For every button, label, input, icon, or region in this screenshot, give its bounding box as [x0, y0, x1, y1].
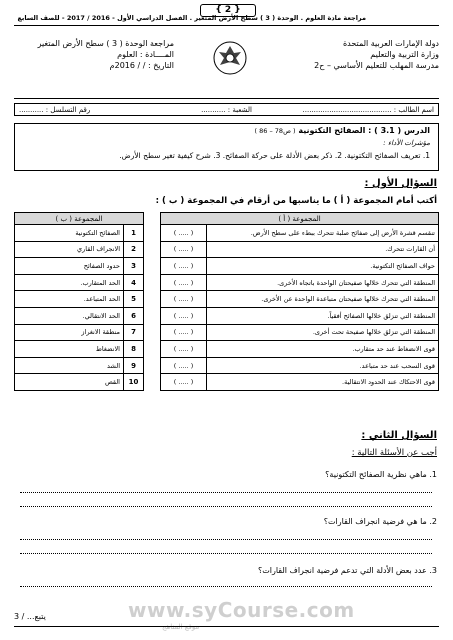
group-a-row	[161, 225, 439, 242]
group-b-number: 9	[124, 357, 144, 374]
group-a-row	[161, 258, 439, 275]
school-name: مدرسة المهلب للتعليم الأساسي – ح2	[314, 61, 439, 70]
group-b-term: الشد	[15, 357, 124, 374]
group-a-row	[161, 291, 439, 308]
group-a-statement: قوى الانضغاط عند حد متقارب.	[207, 341, 439, 358]
group-a-row	[161, 341, 439, 358]
lesson-objectives: 1. تعريف الصفائح التكتونية. 2. ذكر بعض الأدلة على حركة الصفائح. 3. شرح كيفية تغير سطح الأرض.	[119, 151, 430, 160]
group-b-row	[15, 225, 144, 242]
question-two-heading: السؤال الثاني :	[361, 430, 437, 441]
group-b-row	[15, 374, 144, 391]
review-title-line: مراجعة مادة العلوم . الوحدة ( 3 ) سطح الأرض المتغير . الفصل الدراسي الأول - 2016 / 2017 - للصف السابع	[17, 14, 366, 22]
site-watermark: www.syCourse.com	[128, 598, 355, 622]
group-b-term: الحد المتقارب.	[15, 274, 124, 291]
lesson-pages: ( ص78 – 86 )	[254, 127, 296, 135]
answer-blank[interactable]: ( ..... )	[161, 258, 207, 275]
group-b-number: 2	[124, 241, 144, 258]
question-two-instruction: أجب عن الأسئلة التالية :	[351, 448, 437, 458]
answer-blank[interactable]: ( ..... )	[161, 324, 207, 341]
header-right-block	[289, 38, 439, 71]
header-rule	[14, 98, 439, 99]
group-b-term: القص	[15, 374, 124, 391]
group-b-row	[15, 241, 144, 258]
group-b-number: 10	[124, 374, 144, 391]
lesson-title-text: الدرس ( 3.1 ) : الصفائح التكتونية	[298, 126, 430, 135]
group-b-row	[15, 291, 144, 308]
top-rule	[14, 25, 439, 26]
group-b-term: الصفائح التكتونية	[15, 225, 124, 242]
group-b-table	[14, 212, 144, 391]
group-b-row	[15, 324, 144, 341]
answer-blank[interactable]: ( ..... )	[161, 357, 207, 374]
group-b-number: 8	[124, 341, 144, 358]
lesson-title	[255, 126, 430, 135]
answer-line[interactable]	[20, 492, 432, 493]
question-one-heading: السؤال الأول :	[364, 178, 437, 189]
question-3: 3. عدد بعض الأدلة التي تدعم فرضية انجراف القارات؟	[257, 566, 437, 575]
subject-line: المــــادة : العلوم	[117, 50, 174, 59]
answer-line[interactable]	[20, 586, 432, 587]
group-a-table	[160, 212, 439, 391]
answer-line[interactable]	[20, 506, 432, 507]
country-name: دولة الإمارات العربية المتحدة	[342, 39, 439, 48]
site-watermark-sub: موقع المناهج	[162, 623, 200, 631]
serial-number-field[interactable]: رقم التسلسل : ...........	[19, 105, 91, 114]
uae-emblem-icon	[212, 40, 248, 76]
group-b-term: حدود الصفائح	[15, 258, 124, 275]
answer-blank[interactable]: ( ..... )	[161, 341, 207, 358]
group-a-statement: قوى الاحتكاك عند الحدود الانتقالية.	[207, 374, 439, 391]
group-b-number: 3	[124, 258, 144, 275]
group-b-term: منطقة الانغراز	[15, 324, 124, 341]
date-line: التاريخ : / / 2016م	[109, 61, 174, 70]
group-b-row	[15, 307, 144, 324]
question-one-instruction: أكتب أمام المجموعة ( أ ) ما يناسبها من أرقام في المجموعة ( ب ) :	[155, 196, 437, 206]
bottom-rule	[14, 626, 439, 627]
answer-line[interactable]	[20, 539, 432, 540]
answer-line[interactable]	[20, 553, 432, 554]
page-number: { 2 }	[200, 4, 256, 17]
group-a-row	[161, 324, 439, 341]
answer-blank[interactable]: ( ..... )	[161, 291, 207, 308]
unit-review-title: مراجعة الوحدة ( 3 ) سطح الأرض المتغير	[37, 39, 174, 48]
group-b-number: 7	[124, 324, 144, 341]
group-b-term: الحد المتباعد.	[15, 291, 124, 308]
group-a-statement: المنطقة التي تنزلق خلالها الصفائح أفقياً.	[207, 307, 439, 324]
group-a-row	[161, 374, 439, 391]
question-2: 2. ما هي فرضية انجراف القارات؟	[323, 517, 437, 526]
group-a-statement: قوى السحب عند حد متباعد.	[207, 357, 439, 374]
group-b-row	[15, 258, 144, 275]
group-b-term: الحد الانتقالي.	[15, 307, 124, 324]
group-a-row	[161, 241, 439, 258]
group-a-statement: تنقسم قشرة الأرض إلى صفائح صلبة تتحرك ببطء على سطح الأرض.	[207, 225, 439, 242]
section-field[interactable]: الشعبة : ...........	[201, 105, 252, 114]
group-b-number: 5	[124, 291, 144, 308]
group-b-row	[15, 357, 144, 374]
group-b-row	[15, 341, 144, 358]
group-b-row	[15, 274, 144, 291]
performance-label: مؤشرات الأداء :	[383, 139, 430, 147]
group-a-row	[161, 357, 439, 374]
group-a-statement: المنطقة التي تنزلق خلالها صفيحة تحت أخرى.	[207, 324, 439, 341]
answer-blank[interactable]: ( ..... )	[161, 241, 207, 258]
answer-blank[interactable]: ( ..... )	[161, 307, 207, 324]
question-1: 1. ماهي نظرية الصفائح التكتونية؟	[325, 470, 437, 479]
group-b-term: الانضغاط	[15, 341, 124, 358]
group-b-term: الانجراف القاري	[15, 241, 124, 258]
group-a-statement: حواف الصفائح التكتونية.	[207, 258, 439, 275]
group-b-number: 4	[124, 274, 144, 291]
answer-blank[interactable]: ( ..... )	[161, 374, 207, 391]
continue-note: يتبع... / 3	[14, 612, 46, 621]
group-b-number: 6	[124, 307, 144, 324]
lesson-box	[14, 123, 439, 171]
group-a-row	[161, 307, 439, 324]
group-a-statement: المنطقة التي تتحرك خلالها صفيحتان الواحدة باتجاه الأخرى.	[207, 274, 439, 291]
group-a-statement: المنطقة التي تتحرك خلالها صفيحتان متباعدة الواحدة عن الأخرى.	[207, 291, 439, 308]
answer-blank[interactable]: ( ..... )	[161, 274, 207, 291]
header-left-block	[14, 38, 174, 71]
group-a-statement: أن القارات تتحرك.	[207, 241, 439, 258]
student-info-row	[14, 103, 439, 116]
ministry-name: وزارة التربية والتعليم	[370, 50, 439, 59]
student-name-field[interactable]: اسم الطالب : ........................................	[302, 105, 434, 114]
group-b-header: المجموعة ( ب )	[15, 213, 144, 225]
group-a-row	[161, 274, 439, 291]
answer-blank[interactable]: ( ..... )	[161, 225, 207, 242]
group-b-number: 1	[124, 225, 144, 242]
group-a-header: المجموعة ( أ )	[161, 213, 439, 225]
